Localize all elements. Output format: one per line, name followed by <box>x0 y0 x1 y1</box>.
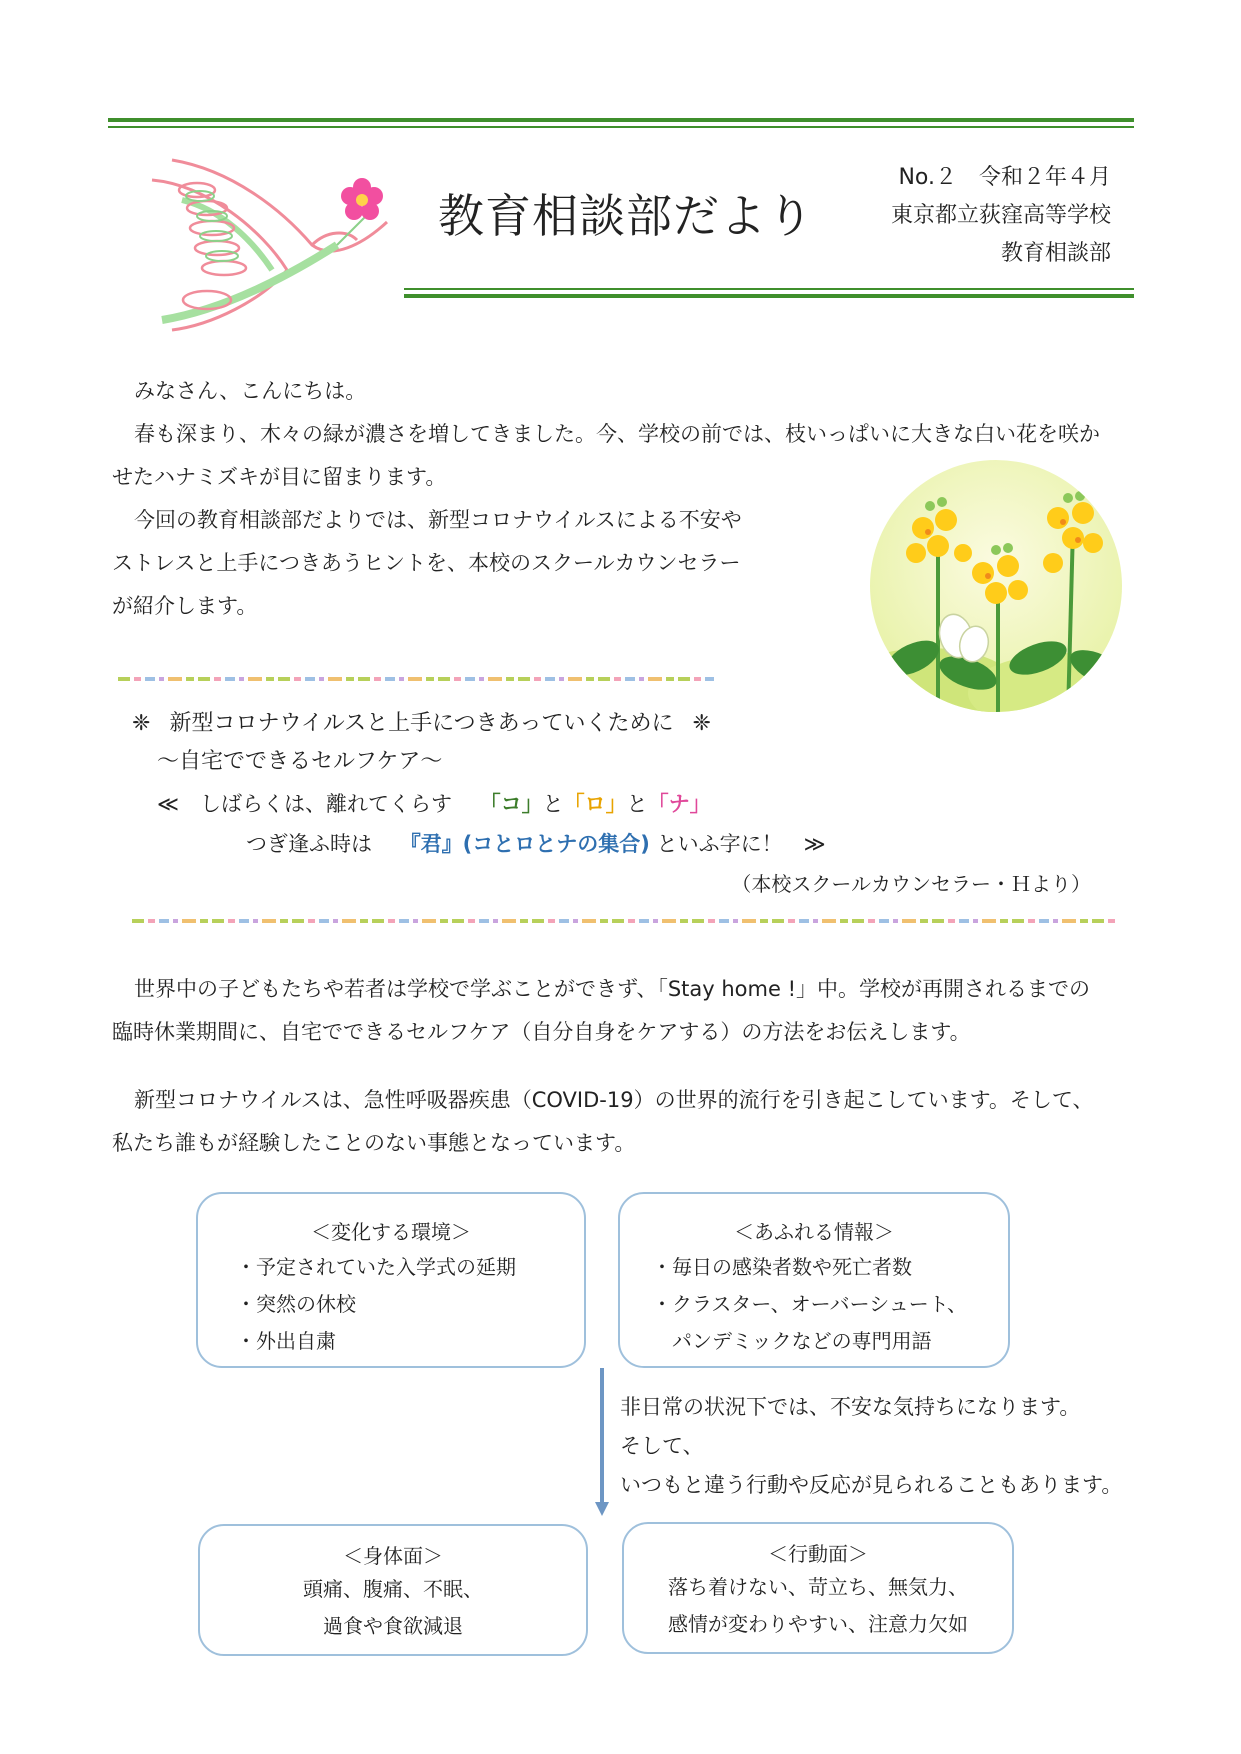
motto-line-2 <box>246 828 826 858</box>
star-ornament: ❈ <box>132 711 151 736</box>
feature-heading <box>132 706 711 737</box>
transition-line: 非日常の状況下では、不安な気持ちになります。 <box>620 1395 1081 1419</box>
down-arrow-icon <box>594 1368 610 1518</box>
body-paragraph-line: 臨時休業期間に、自宅でできるセルフケア（自分自身をケアする）の方法をお伝えします。 <box>112 1020 971 1044</box>
department-name: 教育相談部 <box>1000 241 1111 266</box>
box-item: 過食や食欲減退 <box>323 1614 463 1638</box>
greeting: みなさん、こんにちは。 <box>134 379 367 403</box>
transition-text <box>620 1388 1122 1505</box>
intro-paragraph-line: が紹介します。 <box>112 594 258 618</box>
body-paragraph-line: 新型コロナウイルスは、急性呼吸器疾患（COVID-19）の世界的流行を引き起こしています。そして、 <box>134 1088 1094 1112</box>
rapeseed-flower-illustration <box>868 458 1124 714</box>
intro-paragraph-line: ストレスと上手につきあうヒントを、本校のスクールカウンセラー <box>112 551 741 575</box>
decorative-dotted-divider <box>132 918 1122 924</box>
box-heading: ＜あふれる情報＞ <box>734 1220 894 1244</box>
motto-to: と <box>626 792 648 816</box>
body-paragraph-line: 世界中の子どもたちや若者は学校で学ぶことができず、「Stay home !」中。学校が再開されるまでの <box>134 977 1090 1001</box>
transition-line: そして、 <box>620 1434 704 1458</box>
header-top-rule <box>108 118 1134 122</box>
box-item: 頭痛、腹痛、不眠、 <box>303 1577 483 1601</box>
school-name: 東京都立荻窪高等学校 <box>890 203 1111 228</box>
feature-credit: （本校スクールカウンセラー・Ｈより） <box>731 872 1091 896</box>
motto-na: 「ナ」 <box>647 792 711 816</box>
feature-subheading: ～自宅でできるセルフケア～ <box>157 749 443 774</box>
body-paragraph-line: 私たち誰もが経験したことのない事態となっています。 <box>112 1131 636 1155</box>
box-item: パンデミックなどの専門用語 <box>652 1329 932 1353</box>
star-ornament: ❈ <box>692 711 711 736</box>
motto-ro: 「ロ」 <box>563 792 627 816</box>
box-item: 落ち着けない、苛立ち、無気力、 <box>668 1575 968 1599</box>
behavioral-aspect-box <box>622 1522 1014 1654</box>
motto-prefix: ≪ しばらくは、離れてくらす <box>157 792 473 816</box>
box-item: ・予定されていた入学式の延期 <box>236 1255 516 1279</box>
motto-suffix: といふ字に！ ≫ <box>656 832 826 856</box>
box-item: ・突然の休校 <box>236 1292 356 1316</box>
box-item: ・外出自粛 <box>236 1329 336 1353</box>
feature-heading-text: 新型コロナウイルスと上手につきあっていくために <box>169 711 674 736</box>
motto-ko: 「コ」 <box>479 792 543 816</box>
box-heading: ＜変化する環境＞ <box>311 1220 471 1244</box>
box-heading: ＜身体面＞ <box>343 1544 443 1568</box>
header-bottom-rule <box>404 294 1134 298</box>
motto-line-1 <box>157 788 711 818</box>
dove-illustration <box>112 150 402 340</box>
box-item: ・毎日の感染者数や死亡者数 <box>652 1255 912 1279</box>
box-item: 感情が変わりやすい、注意力欠如 <box>668 1612 968 1636</box>
intro-paragraph-line: 春も深まり、木々の緑が濃さを増してきました。今、学校の前では、枝いっぱいに大きな白い花を咲か <box>134 422 1100 446</box>
newsletter-title: 教育相談部だより <box>438 189 814 243</box>
header-top-rule-thin <box>108 126 1134 128</box>
intro-paragraph-line: せたハナミズキが目に留まります。 <box>112 465 447 489</box>
motto-to: と <box>542 792 564 816</box>
motto-prefix: つぎ逢ふ時は <box>246 832 393 856</box>
box-heading: ＜行動面＞ <box>768 1542 868 1566</box>
issue-number: No.２ 令和２年４月 <box>898 165 1111 190</box>
overflowing-information-box <box>618 1192 1010 1368</box>
header-bottom-rule-thin <box>404 288 1134 290</box>
intro-paragraph-line: 今回の教育相談部だよりでは、新型コロナウイルスによる不安や <box>134 508 742 532</box>
physical-aspect-box <box>198 1524 588 1656</box>
changing-environment-box <box>196 1192 586 1368</box>
motto-kimi: 『君』(コとロとナの集合) <box>399 832 650 856</box>
transition-line: いつもと違う行動や反応が見られることもあります。 <box>620 1473 1123 1497</box>
box-item: ・クラスター、オーバーシュート、 <box>652 1292 967 1316</box>
decorative-dotted-divider <box>118 676 714 682</box>
